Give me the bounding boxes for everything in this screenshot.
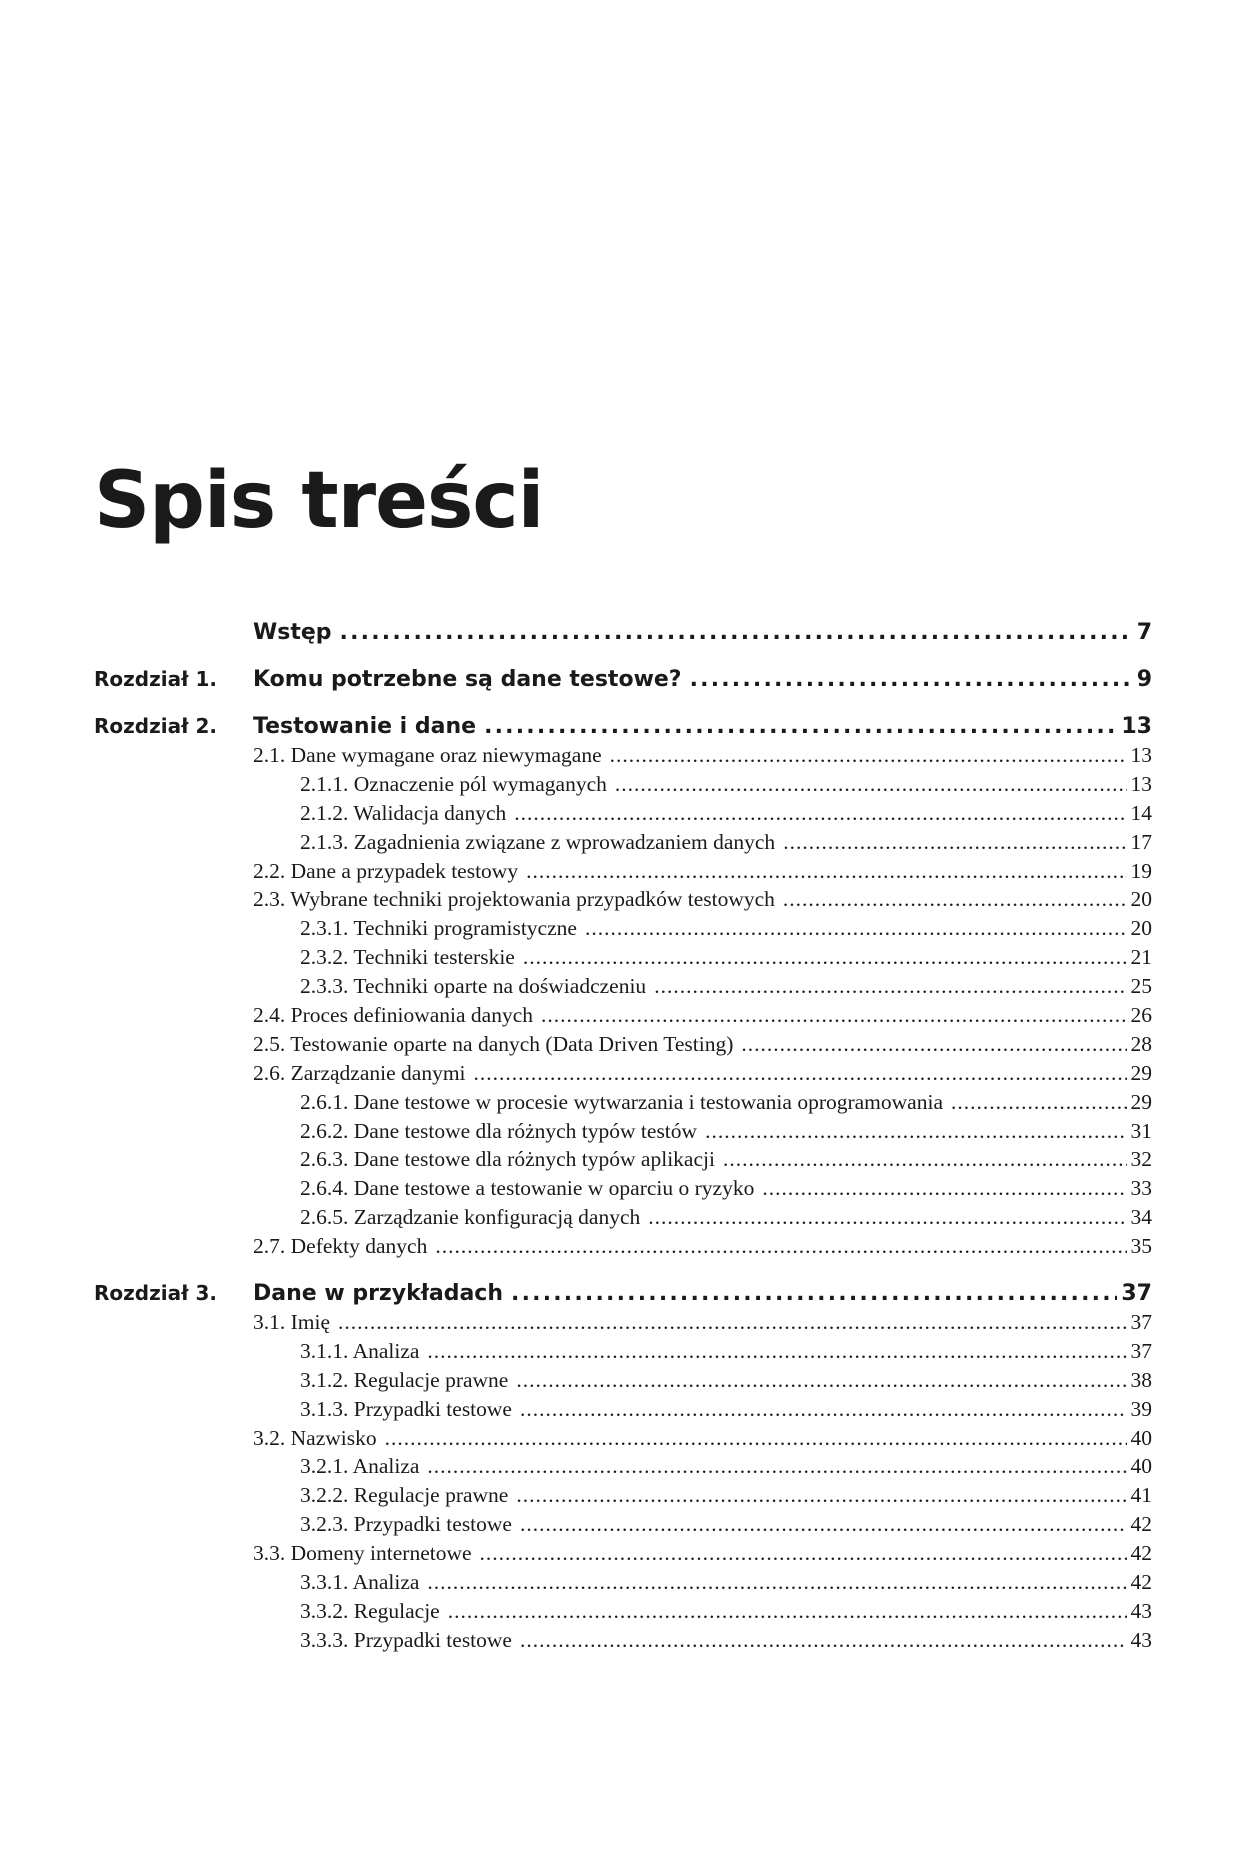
toc-entry-line [300, 943, 1152, 972]
toc-entry-line [300, 1568, 1152, 1597]
page-number: 19 [1130, 858, 1152, 883]
entry-title: 2.6.4. Dane testowe a testowanie w oparciu o ryzyko [300, 1176, 755, 1201]
entry-title: 2.2. Dane a przypadek testowy [253, 858, 519, 883]
entry-title: Dane w przykładach [253, 1281, 504, 1307]
dot-leader [741, 1030, 1126, 1059]
entry-title: 2.6.2. Dane testowe dla różnych typów testów [300, 1118, 698, 1143]
toc-entry-line [253, 1030, 1152, 1059]
toc-section-entry[interactable] [94, 1203, 1152, 1232]
page-number: 40 [1130, 1454, 1152, 1479]
toc-entry-line [300, 799, 1152, 828]
table-of-contents [94, 618, 1152, 1655]
toc-section-entry[interactable] [94, 1337, 1152, 1366]
entry-title: 2.1.3. Zagadnienia związane z wprowadzaniem danych [300, 829, 776, 854]
entry-title: 3.3.3. Przypadki testowe [300, 1627, 512, 1652]
entry-title: 2.6.5. Zarządzanie konfiguracją danych [300, 1205, 641, 1230]
dot-leader [474, 1059, 1127, 1088]
entry-title: 3.1.1. Analiza [300, 1338, 420, 1363]
entry-title: 2.1. Dane wymagane oraz niewymagane [253, 743, 602, 767]
page-number: 25 [1130, 974, 1152, 999]
toc-entry-line [253, 712, 1152, 741]
entry-title: Komu potrzebne są dane testowe? [253, 667, 682, 692]
dot-leader [615, 770, 1127, 799]
page-number: 29 [1130, 1060, 1152, 1085]
page-number: 20 [1130, 887, 1152, 912]
toc-entry-line [300, 1452, 1152, 1481]
toc-entry-line [253, 1059, 1152, 1088]
entry-title: 2.3. Wybrane techniki projektowania przypadków testowych [253, 887, 775, 912]
toc-entry-line [253, 1308, 1152, 1337]
entry-title: 2.1.1. Oznaczenie pól wymaganych [300, 771, 607, 796]
toc-section-entry[interactable] [94, 857, 1152, 886]
toc-section-entry[interactable] [94, 1481, 1152, 1510]
dot-leader [340, 618, 1133, 647]
toc-section-entry[interactable] [94, 1001, 1152, 1030]
page-number: 34 [1130, 1205, 1152, 1230]
entry-title: 3.2.3. Przypadki testowe [300, 1512, 512, 1537]
page-number: 41 [1130, 1483, 1152, 1508]
dot-leader [516, 1366, 1126, 1395]
dot-leader [514, 799, 1126, 828]
dot-leader [448, 1597, 1127, 1626]
entry-title: 3.1.3. Przypadki testowe [300, 1396, 512, 1421]
toc-entry-line [300, 914, 1152, 943]
entry-title: 2.6. Zarządzanie danymi [253, 1060, 466, 1085]
entry-title: 2.1.2. Walidacja danych [300, 800, 507, 825]
toc-section-entry[interactable] [94, 1568, 1152, 1597]
dot-leader [338, 1308, 1126, 1337]
entry-title: 3.3. Domeny internetowe [253, 1541, 472, 1566]
toc-section-entry[interactable] [94, 943, 1152, 972]
toc-section-entry[interactable] [94, 828, 1152, 857]
entry-title: 3.2. Nazwisko [253, 1425, 377, 1450]
page-number: 20 [1130, 916, 1152, 941]
dot-leader [585, 914, 1127, 943]
entry-title: 2.7. Defekty danych [253, 1234, 428, 1259]
dot-leader [511, 1279, 1117, 1308]
toc-entry-line [300, 1510, 1152, 1539]
toc-chapter-entry[interactable] [94, 712, 1152, 741]
page-number: 37 [1130, 1310, 1152, 1335]
page-number: 31 [1130, 1118, 1152, 1143]
toc-entry-line [253, 1001, 1152, 1030]
toc-entry-line [300, 1145, 1152, 1174]
page-number: 40 [1130, 1425, 1152, 1450]
dot-leader [951, 1088, 1127, 1117]
dot-leader [705, 1117, 1126, 1146]
chapter-label: Rozdział 1. [94, 667, 217, 691]
toc-section-entry[interactable] [94, 1424, 1152, 1453]
dot-leader [762, 1174, 1126, 1203]
toc-section-entry[interactable] [94, 1059, 1152, 1088]
toc-section-entry[interactable] [94, 1030, 1152, 1059]
entry-title: 2.5. Testowanie oparte na danych (Data Driven Testing) [253, 1031, 734, 1056]
page-number: 39 [1130, 1396, 1152, 1421]
page-number: 42 [1130, 1570, 1152, 1595]
toc-entry-line [253, 1424, 1152, 1453]
dot-leader [541, 1001, 1126, 1030]
entry-title: 2.3.1. Techniki programistyczne [300, 916, 577, 941]
toc-section-entry[interactable] [94, 1626, 1152, 1655]
toc-entry-line [300, 1626, 1152, 1655]
dot-leader [520, 1395, 1127, 1424]
page-number: 28 [1130, 1031, 1152, 1056]
page-number: 13 [1130, 743, 1152, 767]
dot-leader [523, 943, 1127, 972]
entry-title: 3.3.2. Regulacje [300, 1598, 440, 1623]
toc-entry-line [300, 1395, 1152, 1424]
page-number: 33 [1130, 1176, 1152, 1201]
toc-section-entry[interactable] [94, 1174, 1152, 1203]
page-title: Spis treści [94, 456, 544, 546]
entry-title: 3.3.1. Analiza [300, 1570, 420, 1595]
toc-entry-line [300, 770, 1152, 799]
toc-entry-line [300, 1481, 1152, 1510]
dot-leader [516, 1481, 1126, 1510]
toc-entry-line [253, 741, 1152, 770]
dot-leader [648, 1203, 1126, 1232]
dot-leader [385, 1424, 1127, 1453]
dot-leader [723, 1145, 1127, 1174]
page-number: 13 [1130, 771, 1152, 796]
dot-leader [654, 972, 1126, 1001]
dot-leader [520, 1510, 1127, 1539]
toc-section-entry[interactable] [94, 799, 1152, 828]
dot-leader [783, 828, 1126, 857]
toc-entry-line [253, 665, 1152, 694]
page-number: 21 [1130, 945, 1152, 970]
toc-section-entry[interactable] [94, 914, 1152, 943]
entry-title: 2.3.2. Techniki testerskie [300, 945, 515, 970]
dot-leader [435, 1232, 1126, 1261]
toc-entry-line [300, 1174, 1152, 1203]
page-number: 26 [1130, 1003, 1152, 1028]
page-number: 7 [1136, 620, 1152, 645]
entry-title: 2.6.1. Dane testowe w procesie wytwarzania i testowania oprogramowania [300, 1089, 943, 1114]
entry-title: 3.2.2. Regulacje prawne [300, 1483, 509, 1508]
entry-title: 2.6.3. Dane testowe dla różnych typów aplikacji [300, 1147, 715, 1172]
toc-section-entry[interactable] [94, 1452, 1152, 1481]
toc-section-entry[interactable] [94, 1117, 1152, 1146]
page-number: 29 [1130, 1089, 1152, 1114]
chapter-label: Rozdział 2. [94, 714, 217, 738]
page-number: 17 [1130, 829, 1152, 854]
toc-section-entry[interactable] [94, 1088, 1152, 1117]
page-number: 35 [1130, 1234, 1152, 1259]
dot-leader [610, 741, 1127, 770]
page-number: 42 [1130, 1512, 1152, 1537]
toc-entry-line [253, 885, 1152, 914]
toc-chapter-entry[interactable] [94, 665, 1152, 694]
toc-entry-line [253, 857, 1152, 886]
chapter-label: Rozdział 3. [94, 1281, 217, 1306]
entry-title: 3.2.1. Analiza [300, 1454, 420, 1479]
page-number: 43 [1130, 1598, 1152, 1623]
page-number: 37 [1121, 1281, 1152, 1307]
dot-leader [520, 1626, 1127, 1655]
toc-chapter-entry[interactable] [94, 1279, 1152, 1308]
toc-section-entry[interactable] [94, 1232, 1152, 1261]
dot-leader [427, 1452, 1126, 1481]
page-number: 9 [1136, 667, 1152, 692]
toc-section-entry[interactable] [94, 1597, 1152, 1626]
toc-section-entry[interactable] [94, 972, 1152, 1001]
dot-leader [480, 1539, 1127, 1568]
toc-entry-line [300, 1203, 1152, 1232]
toc-section-entry[interactable] [94, 1145, 1152, 1174]
dot-leader [427, 1337, 1126, 1366]
page-number: 14 [1130, 800, 1152, 825]
toc-entry-line [300, 1337, 1152, 1366]
toc-section-entry[interactable] [94, 885, 1152, 914]
entry-title: Testowanie i dane [253, 714, 477, 739]
entry-title: 3.1. Imię [253, 1310, 331, 1335]
entry-title: 2.4. Proces definiowania danych [253, 1003, 534, 1028]
toc-section-entry[interactable] [94, 1366, 1152, 1395]
dot-leader [484, 712, 1117, 741]
toc-entry-line [253, 1539, 1152, 1568]
toc-entry-line [300, 1366, 1152, 1395]
page-number: 38 [1130, 1367, 1152, 1392]
entry-title: 2.3.3. Techniki oparte na doświadczeniu [300, 974, 647, 999]
toc-entry-line [300, 828, 1152, 857]
page-number: 43 [1130, 1627, 1152, 1652]
dot-leader [526, 857, 1126, 886]
dot-leader [690, 665, 1133, 694]
entry-title: 3.1.2. Regulacje prawne [300, 1367, 509, 1392]
toc-section-entry[interactable] [94, 1395, 1152, 1424]
toc-section-entry[interactable] [94, 1539, 1152, 1568]
entry-title: Wstęp [253, 620, 332, 645]
page-number: 42 [1130, 1541, 1152, 1566]
toc-entry-line [253, 618, 1152, 647]
toc-chapter-entry[interactable] [94, 618, 1152, 647]
toc-entry-line [300, 1088, 1152, 1117]
toc-entry-line [253, 1232, 1152, 1261]
page-number: 37 [1130, 1338, 1152, 1363]
toc-section-entry[interactable] [94, 1510, 1152, 1539]
toc-entry-line [300, 1597, 1152, 1626]
dot-leader [427, 1568, 1126, 1597]
page-number: 32 [1130, 1147, 1152, 1172]
toc-section-entry[interactable] [94, 1308, 1152, 1337]
toc-entry-line [300, 972, 1152, 1001]
page-number: 13 [1121, 714, 1152, 739]
toc-entry-line [300, 1117, 1152, 1146]
toc-section-entry[interactable] [94, 770, 1152, 799]
dot-leader [783, 885, 1127, 914]
toc-section-entry[interactable] [94, 741, 1152, 770]
toc-entry-line [253, 1279, 1152, 1308]
